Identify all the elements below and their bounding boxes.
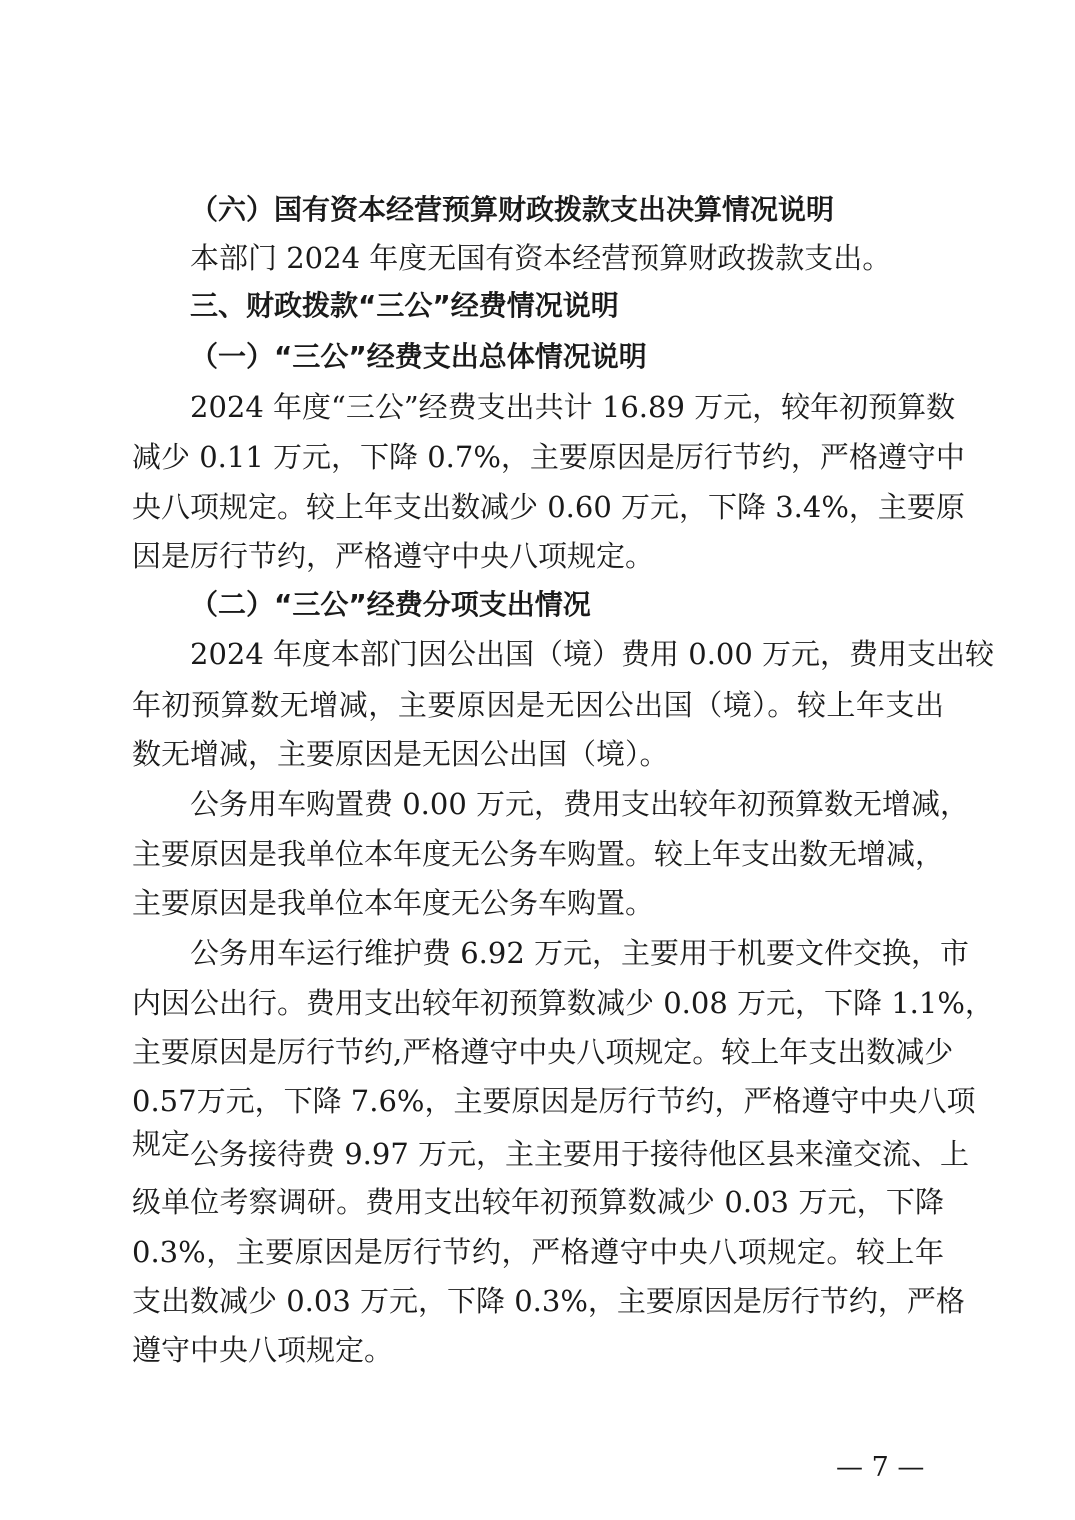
travel-line-1: 2024 年度本部门因公出国（境）费用 0.00 万元，费用支出较: [190, 637, 995, 671]
overall-line-4: 因是厉行节约，严格遵守中央八项规定。: [132, 539, 655, 573]
travel-line-2: 年初预算数无增减，主要原因是无因公出国（境）。较上年支出: [132, 688, 944, 722]
page-number: — 7 —: [836, 1452, 925, 1483]
vehicle-operation-line-4: 0.57万元，下降 7.6%，主要原因是厉行节约，严格遵守中央八项: [132, 1084, 976, 1118]
overall-line-1: 2024 年度“三公”经费支出共计 16.89 万元，较年初预算数: [190, 390, 956, 424]
reception-line-1: 公务接待费 9.97 万元，主主要用于接待他区县来潼交流、上: [190, 1137, 970, 1171]
reception-line-3: 0.3%，主要原因是厉行节约，严格遵守中央八项规定。较上年: [132, 1235, 944, 1269]
overall-line-3: 央八项规定。较上年支出数减少 0.60 万元，下降 3.4%，主要原: [132, 490, 965, 524]
vehicle-purchase-line-2: 主要原因是我单位本年度无公务车购置。较上年支出数无增减，: [132, 837, 945, 871]
vehicle-purchase-line-1: 公务用车购置费 0.00 万元，费用支出较年初预算数无增减，: [190, 787, 970, 821]
reception-line-2: 级单位考察调研。费用支出较年初预算数减少 0.03 万元，下降: [132, 1185, 944, 1219]
travel-line-3: 数无增减，主要原因是无因公出国（境）。: [132, 737, 669, 771]
overall-line-2: 减少 0.11 万元，下降 0.7%，主要原因是厉行节约，严格遵守中: [132, 440, 965, 474]
vehicle-operation-line-3: 主要原因是厉行节约,严格遵守中央八项规定。较上年支出数减少: [132, 1035, 954, 1069]
vehicle-purchase-line-3: 主要原因是我单位本年度无公务车购置。: [132, 886, 655, 920]
state-capital-budget-body: 本部门 2024 年度无国有资本经营预算财政拨款支出。: [190, 241, 892, 275]
vehicle-operation-line-2: 内因公出行。费用支出较年初预算数减少 0.08 万元，下降 1.1%，: [132, 986, 994, 1020]
reception-line-5: 遵守中央八项规定。: [132, 1333, 394, 1367]
section-three-heading: 三、财政拨款“三公”经费情况说明: [190, 289, 619, 322]
subheading-overall-expense: （一）“三公”经费支出总体情况说明: [190, 340, 647, 373]
subheading-itemized-expense: （二）“三公”经费分项支出情况: [190, 588, 591, 621]
vehicle-operation-overlap-label: 规定: [132, 1127, 191, 1161]
vehicle-operation-line-1: 公务用车运行维护费 6.92 万元，主要用于机要文件交换，市: [190, 936, 970, 970]
heading-state-capital-budget: （六）国有资本经营预算财政拨款支出决算情况说明: [190, 193, 835, 226]
reception-line-4: 支出数减少 0.03 万元，下降 0.3%，主要原因是厉行节约，严格: [132, 1284, 965, 1318]
